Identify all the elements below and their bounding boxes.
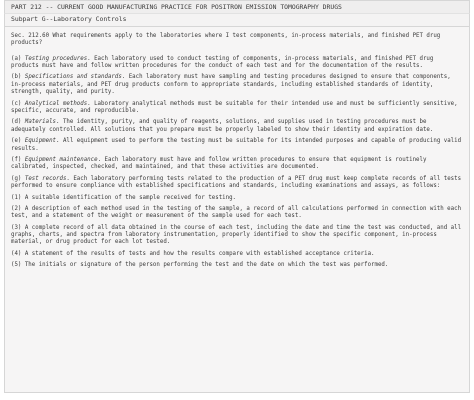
paragraph-heading: Equipment maintenance: [24, 156, 98, 163]
paragraph-a: [11, 56, 463, 71]
part-header: [4, 0, 470, 13]
paragraph-e: [11, 138, 463, 153]
paragraph-text: . Each laboratory must have sampling and testing procedures designed to ensure that components, in-process materials, and PET drug products conform to appropriate standards, including established standards of identity, strength, quality, and purity.: [11, 74, 451, 96]
paragraph-heading: Test records: [24, 175, 67, 182]
paragraph-text: . Each laboratory performing tests related to the production of a PET drug must keep complete records of all tests performed to ensure compliance with established specifications and standards, including examinations and assays, as follows:: [11, 175, 462, 190]
section-heading: Sec. 212.60 What requirements apply to the laboratories where I test components, in-process materials, and finished PET drug products?: [11, 33, 441, 47]
paragraph-heading: Testing procedures: [24, 55, 88, 62]
paragraph-g-5: (5) The initials or signature of the person performing the test and the date on which the test was performed.: [11, 262, 389, 269]
paragraph-text: . Each laboratory used to conduct testing of components, in-process materials, and finished PET drug products must have and follow written procedures for the conduct of each test and for the documentation of the results.: [11, 55, 434, 70]
paragraph-text: . Laboratory analytical methods must be suitable for their intended use and must be sufficiently sensitive, specific, accurate, and reproducible.: [11, 100, 458, 114]
paragraph-g-1: (1) A suitable identification of the sample received for testing.: [11, 194, 237, 201]
paragraph-heading: Specifications and standards: [24, 74, 122, 81]
paragraph-label: (d): [11, 119, 25, 126]
paragraph-g-3: (3) A complete record of all data obtained in the course of each test, including the date and time the test was conducted, and all graphs, charts, and spectra from laboratory instrumentation, properly identified to show the specific component, in-process material, or drug product for each lot tested.: [11, 224, 462, 246]
paragraph-d: [11, 119, 463, 134]
paragraph-text: . All equipment used to perform the testing must be suitable for its intended purposes and capable of producing valid results.: [11, 138, 462, 152]
paragraph-label: (a): [11, 55, 25, 62]
paragraph-label: (f): [11, 156, 25, 163]
paragraph-heading: Equipment: [24, 138, 57, 145]
subpart-header: [4, 13, 470, 27]
paragraph-label: (b): [11, 74, 25, 81]
paragraph-label: (g): [11, 175, 25, 182]
subpart-title: Subpart G--Laboratory Controls: [11, 15, 127, 23]
paragraph-g: [11, 176, 463, 191]
part-title: PART 212 -- CURRENT GOOD MANUFACTURING PRACTICE FOR POSITRON EMISSION TOMOGRAPHY DRUGS: [11, 3, 342, 11]
paragraph-text: . The identity, purity, and quality of reagents, solutions, and supplies used in testing procedures must be adequately controlled. All solutions that you prepare must be properly labeled to show their identity and expiration date.: [11, 119, 434, 133]
paragraph-g-2: (2) A description of each method used in the testing of the sample, a record of all calculations performed in connection with each test, and a statement of the weight or measurement of the sample used for each test.: [11, 205, 462, 220]
paragraph-label: (e): [11, 138, 25, 145]
paragraph-b: [11, 74, 463, 96]
paragraph-heading: Materials: [24, 119, 57, 126]
section-body: [4, 27, 470, 393]
paragraph-g-4: (4) A statement of the results of tests and how the results compare with established acceptance criteria.: [11, 250, 375, 257]
paragraph-heading: Analytical methods: [24, 100, 88, 107]
paragraph-text: . Each laboratory must have and follow written procedures to ensure that equipment is routinely calibrated, inspected, checked, and maintained, and that these activities are documented.: [11, 156, 427, 171]
paragraph-label: (c): [11, 100, 25, 107]
paragraph-c: [11, 101, 463, 116]
paragraph-f: [11, 157, 463, 172]
